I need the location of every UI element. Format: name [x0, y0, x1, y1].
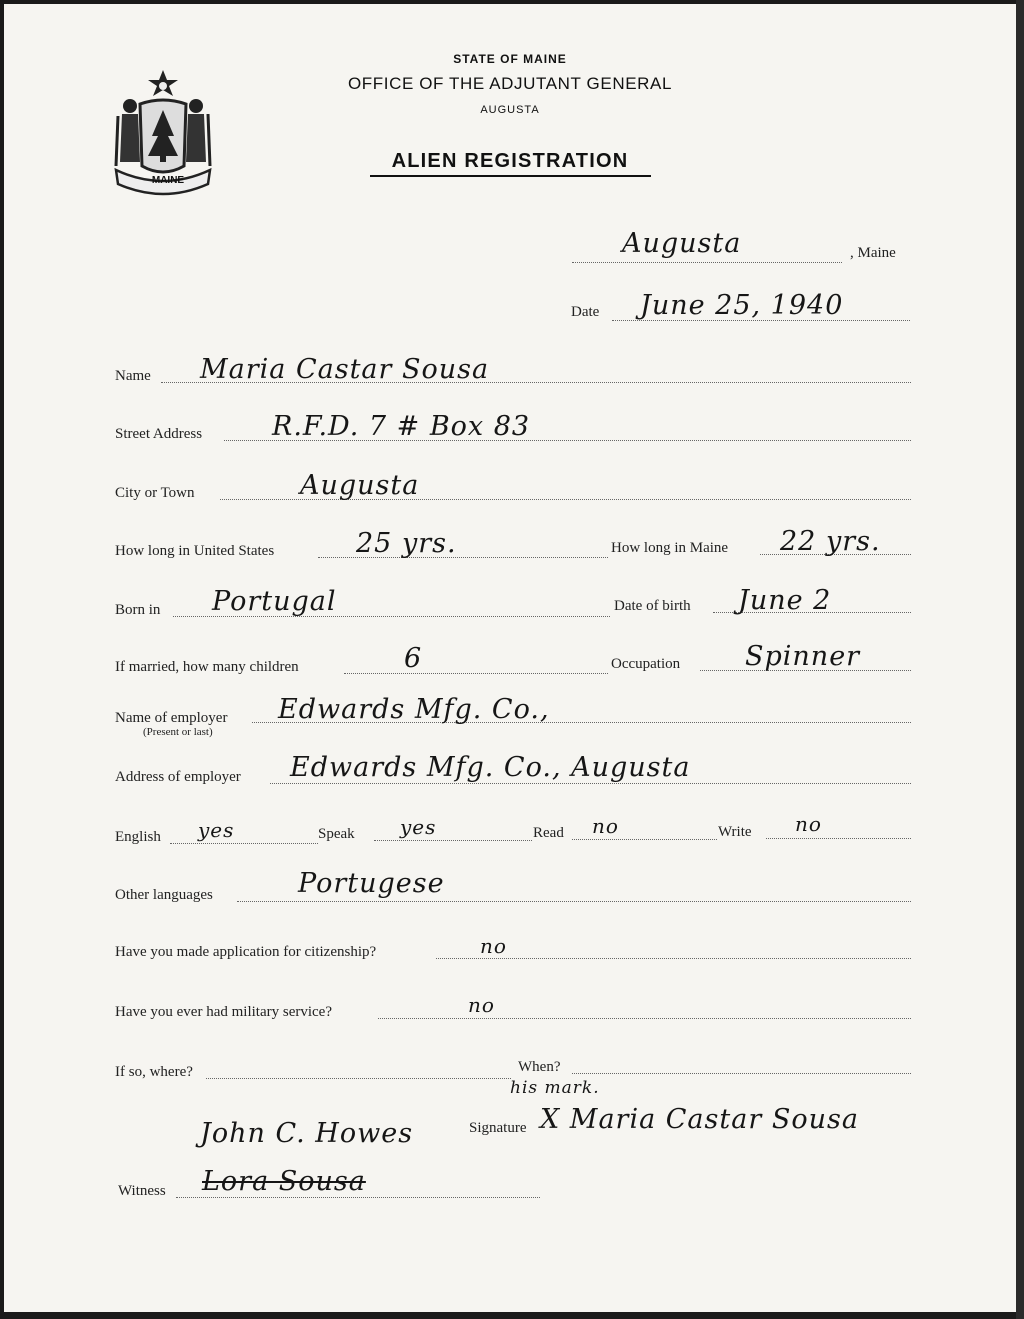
street-value: R.F.D. 7 # Box 83: [272, 411, 531, 442]
witness-struck-name: Lora Sousa: [202, 1166, 366, 1197]
employer-sublabel: (Present or last): [143, 726, 213, 738]
born-label: Born in: [115, 602, 161, 618]
place-line: [572, 262, 842, 263]
children-label: If married, how many children: [115, 659, 299, 675]
read-label: Read: [533, 825, 564, 841]
form-title: ALIEN REGISTRATION: [391, 150, 629, 172]
employer-address-line: [270, 783, 911, 784]
children-value: 6: [404, 643, 423, 674]
employer-address-value: Edwards Mfg. Co., Augusta: [290, 752, 691, 783]
english-line: [170, 843, 318, 844]
witness-line: [176, 1197, 540, 1198]
citizenship-label: Have you made application for citizenship?: [115, 944, 377, 960]
speak-value: yes: [400, 815, 437, 839]
signature-label: Signature: [469, 1120, 527, 1136]
us-years-label: How long in United States: [115, 543, 275, 559]
where-line: [206, 1078, 511, 1079]
seal-banner-text: MAINE: [151, 175, 185, 186]
city-label: City or Town: [115, 485, 195, 501]
street-label: Street Address: [115, 426, 203, 442]
title-underline: [370, 175, 651, 177]
dob-value: June 2: [738, 585, 832, 616]
occupation-value: Spinner: [745, 641, 861, 672]
occupation-label: Occupation: [611, 656, 681, 672]
scan-edge: [1016, 0, 1024, 1319]
form-sheet: [4, 4, 1016, 1312]
header-office: OFFICE OF THE ADJUTANT GENERAL: [347, 74, 673, 93]
born-value: Portugal: [212, 586, 337, 617]
employer-value: Edwards Mfg. Co.,: [278, 694, 550, 725]
when-label: When?: [518, 1059, 561, 1075]
dob-label: Date of birth: [614, 598, 691, 614]
header-state: STATE OF MAINE: [453, 52, 567, 66]
witness-label: Witness: [118, 1183, 166, 1199]
employer-label: Name of employer: [115, 710, 228, 726]
place-value: Augusta: [622, 228, 742, 259]
signature-mark-note: his mark.: [510, 1078, 600, 1098]
name-label: Name: [115, 368, 151, 384]
other-languages-line: [237, 901, 911, 902]
employer-address-label: Address of employer: [115, 769, 241, 785]
maine-years-value: 22 yrs.: [780, 526, 881, 557]
military-value: no: [468, 993, 495, 1017]
signature-value: X Maria Castar Sousa: [540, 1104, 859, 1135]
speak-line: [374, 840, 532, 841]
english-value: yes: [198, 818, 235, 842]
other-languages-value: Portugese: [298, 868, 445, 899]
us-years-value: 25 yrs.: [356, 528, 457, 559]
when-line: [572, 1073, 911, 1074]
date-label: Date: [571, 304, 600, 320]
city-value: Augusta: [300, 470, 420, 501]
other-languages-label: Other languages: [115, 887, 213, 903]
military-label: Have you ever had military service?: [115, 1004, 332, 1020]
english-label: English: [115, 829, 161, 845]
citizenship-line: [436, 958, 911, 959]
where-label: If so, where?: [115, 1064, 193, 1080]
maine-years-label: How long in Maine: [611, 540, 729, 556]
citizenship-value: no: [480, 934, 507, 958]
write-label: Write: [718, 824, 752, 840]
header-city: AUGUSTA: [480, 104, 540, 116]
children-line: [344, 673, 608, 674]
witness-name: John C. Howes: [200, 1118, 414, 1149]
place-suffix: , Maine: [850, 245, 896, 261]
read-line: [572, 839, 717, 840]
date-value: June 25, 1940: [640, 290, 844, 321]
speak-label: Speak: [318, 826, 355, 842]
military-line: [378, 1018, 911, 1019]
read-value: no: [592, 814, 619, 838]
write-value: no: [795, 812, 822, 836]
name-value: Maria Castar Sousa: [200, 354, 490, 385]
write-line: [766, 838, 911, 839]
